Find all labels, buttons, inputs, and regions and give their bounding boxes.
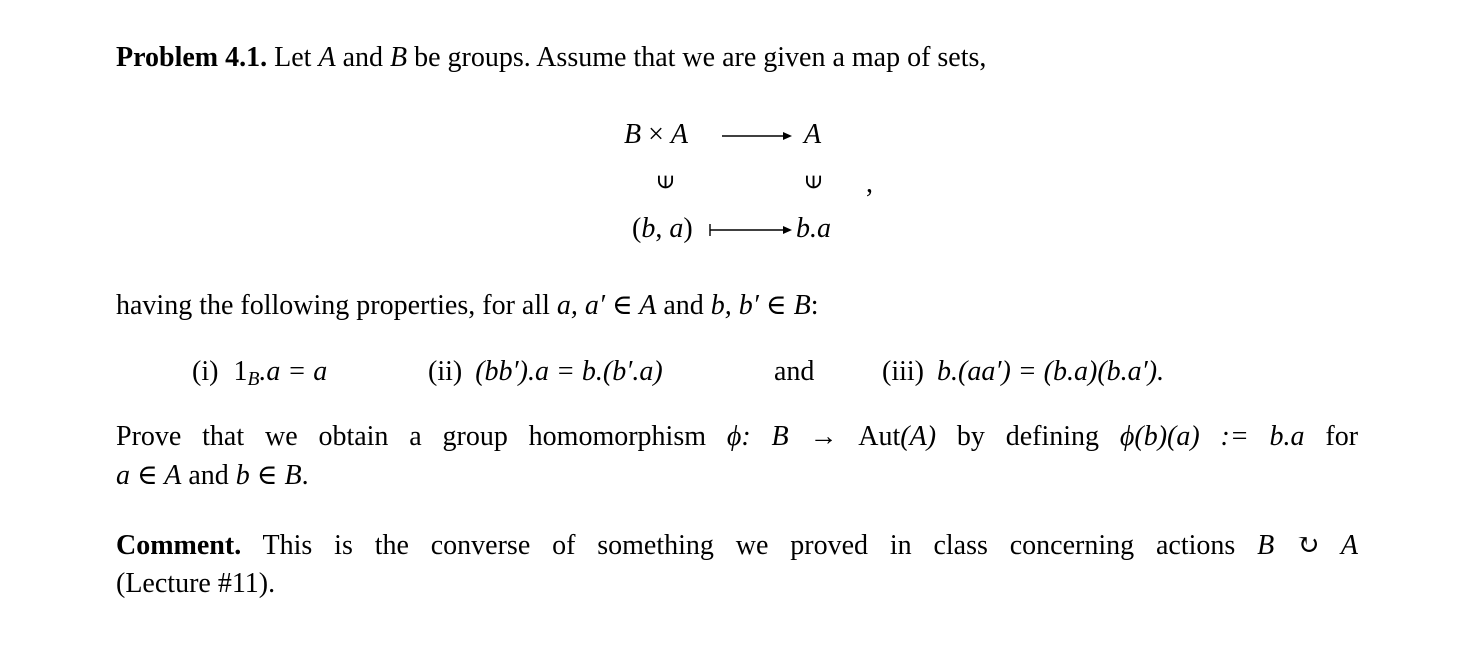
diagram-domain: [624, 121, 688, 149]
map-arrow-icon: [720, 126, 794, 146]
prove-line-1: [116, 423, 1358, 451]
properties-lead: having the following properties, for all: [116, 290, 550, 321]
intro-pre: Let: [274, 42, 312, 73]
element-a: a: [669, 213, 684, 244]
domain-A: A: [670, 119, 689, 150]
problem-heading: Problem 4.1.: [116, 42, 268, 73]
property-ii-label: (ii): [428, 356, 463, 387]
group-A: A: [318, 42, 336, 73]
by-defining: by defining: [956, 421, 1100, 452]
intro-and: and: [342, 42, 383, 73]
element-comma: ,: [655, 213, 670, 244]
property-i-label: (i): [192, 356, 219, 387]
comment-line-1: [116, 532, 1358, 560]
diagram-image: b.a: [796, 213, 831, 244]
phi-definition: ϕ(b)(a) := b.a: [1119, 421, 1305, 452]
property-i-sub: B: [247, 368, 260, 390]
diagram-trailing-comma: ,: [866, 168, 873, 199]
property-i: [192, 356, 328, 390]
property-i-one: 1: [233, 356, 248, 387]
properties-conjunction: and: [774, 356, 815, 387]
prove-and: and: [188, 460, 229, 491]
comment-line-2: (Lecture #11).: [116, 568, 276, 599]
element-b: b: [641, 213, 656, 244]
property-iii: [882, 358, 1164, 386]
diagram-codomain: A: [804, 119, 822, 150]
group-B: B: [390, 42, 408, 73]
property-ii-formula: (bb′).a = b.(b′.a): [475, 356, 663, 387]
vars-b: b, b′ ∈ B: [710, 290, 811, 321]
property-iii-label: (iii): [882, 356, 924, 387]
problem-intro: [116, 44, 986, 72]
properties-and: and: [663, 290, 704, 321]
prove-line-2: [116, 462, 309, 490]
action-notation: B ↻ A: [1257, 530, 1358, 561]
prove-pre: Prove that we obtain a group homomorphism: [116, 421, 707, 452]
times-symbol: ×: [648, 119, 664, 150]
aut-argument: (A): [900, 421, 937, 452]
aut-operator: Aut: [858, 421, 901, 452]
prove-period: .: [301, 460, 309, 491]
prove-for: for: [1325, 421, 1359, 452]
paren-open: (: [632, 213, 642, 244]
comment-heading: Comment.: [116, 530, 242, 561]
phi-map: ϕ: B →: [726, 421, 859, 452]
comment-text: This is the converse of something we proved in class concerning actions: [262, 530, 1236, 561]
property-iii-formula: b.(aa′) = (b.a)(b.a′).: [937, 356, 1165, 387]
prove-b-in-B: b ∈ B: [235, 460, 302, 491]
paren-close: ): [683, 213, 693, 244]
properties-colon: :: [810, 290, 819, 321]
contains-as-member-icon: ∋: [799, 173, 826, 191]
property-i-formula: .a = a: [259, 356, 328, 387]
mapsto-arrow-icon: [708, 220, 794, 240]
properties-intro: [116, 292, 819, 320]
vars-a: a, a′ ∈ A: [556, 290, 657, 321]
contains-as-member-icon: ∋: [651, 173, 678, 191]
intro-post: be groups. Assume that we are given a map of sets,: [414, 42, 987, 73]
domain-B: B: [624, 119, 642, 150]
diagram-element: [632, 215, 693, 243]
property-ii: [428, 358, 663, 386]
phi-signature: [727, 421, 936, 452]
prove-a-in-A: a ∈ A: [116, 460, 182, 491]
